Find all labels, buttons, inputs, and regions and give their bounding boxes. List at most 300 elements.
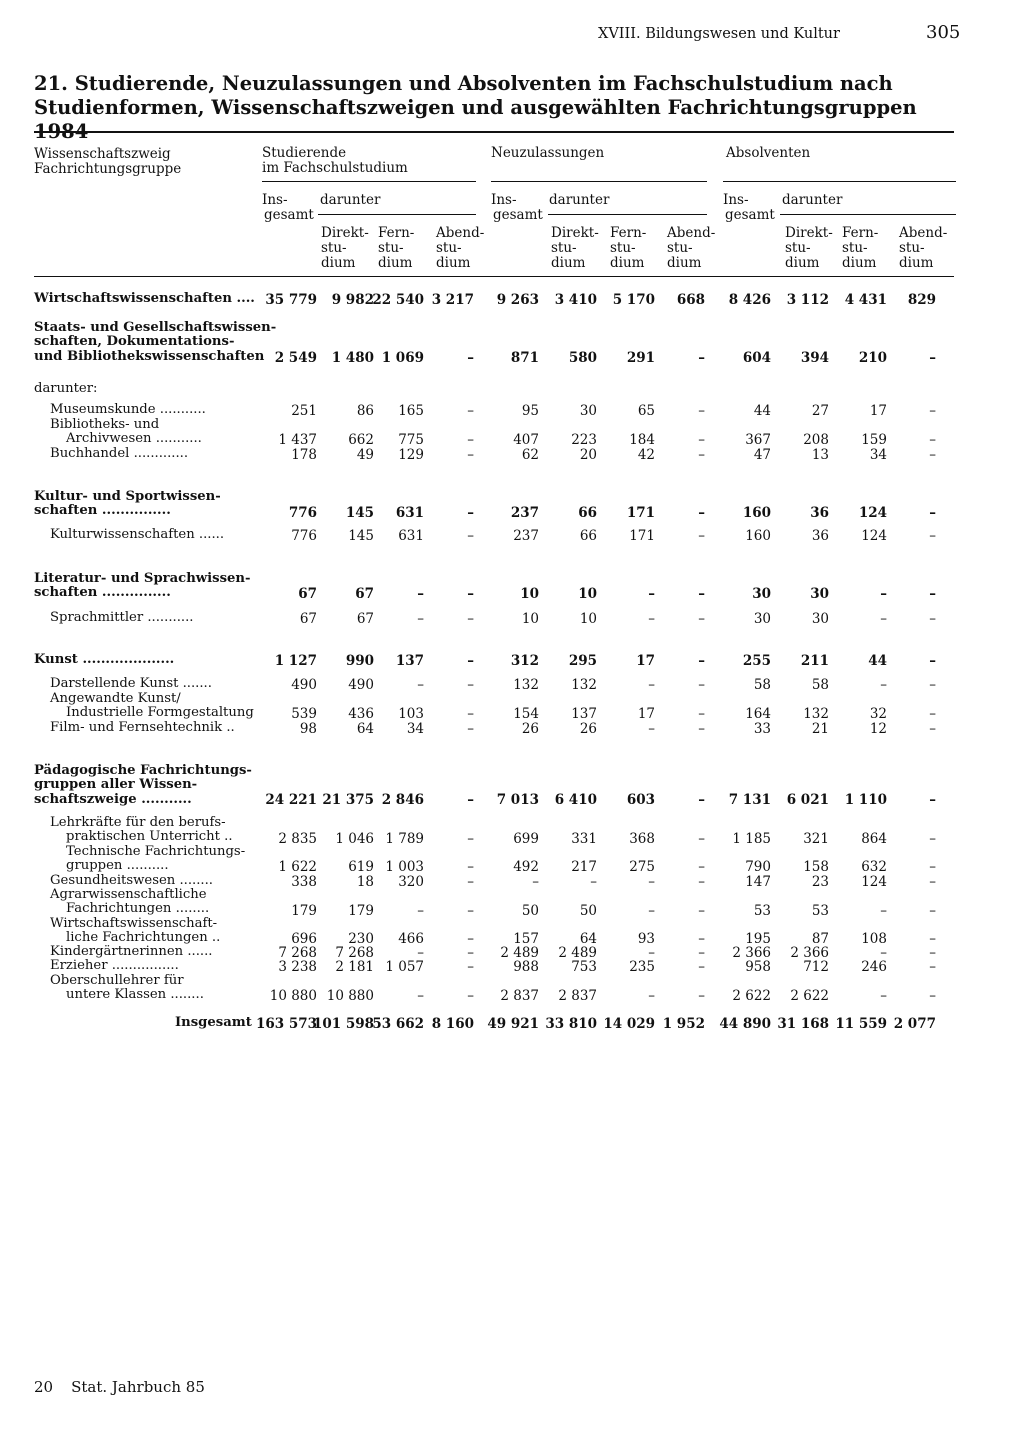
table-cell: 53 (811, 903, 829, 919)
table-cell: 235 (629, 959, 655, 975)
table-cell: – (467, 586, 474, 602)
group-header: im Fachschulstudium (262, 160, 408, 176)
table-cell: 1 437 (278, 432, 317, 448)
row-label: Industrielle Formgestaltung (66, 705, 254, 721)
total-label: Insgesamt (175, 1015, 252, 1030)
table-cell: 10 (520, 586, 539, 602)
table-cell: 17 (869, 403, 887, 419)
subcolumn-header: Abend- (667, 225, 716, 241)
table-cell: – (417, 677, 424, 693)
table-cell: – (467, 447, 474, 463)
table-cell: – (698, 432, 705, 448)
table-cell: 132 (513, 677, 539, 693)
table-cell: 108 (861, 931, 887, 947)
table-cell: 2 366 (790, 945, 829, 961)
table-cell: 98 (299, 721, 317, 737)
darunter-header: darunter (782, 192, 843, 208)
subcolumn-header: Fern- (610, 225, 647, 241)
table-cell: 21 375 (322, 792, 374, 808)
table-cell: 67 (356, 611, 374, 627)
table-cell: 36 (811, 528, 829, 544)
table-cell: – (929, 859, 936, 875)
table-cell: – (467, 611, 474, 627)
table-cell: – (698, 903, 705, 919)
table-cell: 6 021 (786, 792, 829, 808)
table-cell: – (648, 721, 655, 737)
table-cell: 184 (629, 432, 655, 448)
insgesamt-header: Ins- (262, 192, 288, 208)
table-cell: – (698, 988, 705, 1004)
table-cell: 58 (753, 677, 771, 693)
row-label: Bibliotheks- und (50, 417, 160, 432)
table-cell: 164 (745, 706, 771, 722)
table-cell: – (929, 653, 936, 669)
table-cell: – (880, 611, 887, 627)
footer-page: 20 (34, 1378, 54, 1396)
table-cell: 137 (571, 706, 597, 722)
darunter-header: darunter (320, 192, 381, 208)
table-cell: 246 (861, 959, 887, 975)
table-cell: – (417, 945, 424, 961)
table-cell: 34 (869, 447, 887, 463)
table-cell: 331 (571, 831, 597, 847)
subcolumn-header: dium (842, 255, 877, 271)
table-cell: 124 (858, 505, 887, 521)
insgesamt-header: gesamt (493, 207, 543, 223)
row-label: Wirtschaftswissenschaft- (50, 916, 218, 931)
table-cell: 321 (803, 831, 829, 847)
table-cell: 632 (861, 859, 887, 875)
table-cell: 93 (637, 931, 655, 947)
table-cell: 30 (753, 611, 771, 627)
table-cell: 160 (745, 528, 771, 544)
table-cell: – (532, 874, 539, 890)
subcolumn-header: Direkt- (551, 225, 599, 241)
table-cell: 696 (291, 931, 317, 947)
table-cell: 712 (803, 959, 829, 975)
table-cell: – (467, 945, 474, 961)
table-cell: 275 (629, 859, 655, 875)
table-cell: 160 (742, 505, 771, 521)
table-cell: 44 (868, 653, 887, 669)
table-cell: 291 (626, 350, 655, 366)
table-cell: – (698, 447, 705, 463)
table-cell: – (698, 792, 705, 808)
table-cell: – (698, 653, 705, 669)
table-cell: 171 (626, 505, 655, 521)
darunter-header: darunter (549, 192, 610, 208)
table-cell: 67 (299, 611, 317, 627)
table-cell: 35 779 (265, 292, 317, 308)
table-cell: 829 (907, 292, 936, 308)
table-cell: 539 (291, 706, 317, 722)
table-cell: 95 (521, 403, 539, 419)
group-header: Studierende (262, 145, 347, 161)
table-cell: 2 489 (558, 945, 597, 961)
table-cell: 1 057 (385, 959, 424, 975)
table-cell: 668 (676, 292, 705, 308)
total-cell: 31 168 (777, 1016, 829, 1032)
table-cell: 436 (348, 706, 374, 722)
table-cell: 338 (291, 874, 317, 890)
table-cell: 18 (356, 874, 374, 890)
table-cell: 1 110 (844, 792, 887, 808)
subcolumn-header: stu- (551, 240, 577, 256)
total-cell: 1 952 (662, 1016, 705, 1032)
row-label: Kultur- und Sportwissen- (34, 489, 221, 504)
subcolumn-header: dium (551, 255, 586, 271)
table-cell: 631 (398, 528, 424, 544)
table-cell: 17 (636, 653, 655, 669)
table-cell: – (648, 903, 655, 919)
table-cell: 10 880 (269, 988, 317, 1004)
table-cell: 12 (869, 721, 887, 737)
table-cell: 753 (571, 959, 597, 975)
table-cell: 33 (753, 721, 771, 737)
table-cell: 44 (753, 403, 771, 419)
insgesamt-header: Ins- (491, 192, 517, 208)
table-cell: 67 (298, 586, 317, 602)
table-cell: – (467, 505, 474, 521)
darunter-rule-3 (780, 214, 956, 215)
page-number: 305 (926, 22, 961, 43)
table-cell: – (467, 528, 474, 544)
table-cell: 631 (395, 505, 424, 521)
title-rule (34, 131, 954, 133)
table-cell: 1 127 (274, 653, 317, 669)
table-cell: 26 (579, 721, 597, 737)
table-cell: 211 (800, 653, 829, 669)
table-cell: 157 (513, 931, 539, 947)
table-cell: 776 (291, 528, 317, 544)
subcolumn-header: stu- (899, 240, 925, 256)
table-cell: 50 (521, 903, 539, 919)
table-cell: 137 (395, 653, 424, 669)
table-cell: – (417, 903, 424, 919)
table-cell: 145 (348, 528, 374, 544)
table-cell: – (880, 586, 887, 602)
total-cell: 11 559 (835, 1016, 887, 1032)
table-cell: 2 549 (274, 350, 317, 366)
table-cell: 129 (398, 447, 424, 463)
row-label: schaften, Dokumentations- (34, 334, 235, 350)
table-cell: 1 069 (381, 350, 424, 366)
row-label: Staats- und Gesellschaftswissen- (34, 320, 277, 335)
table-cell: 49 (356, 447, 374, 463)
table-cell: 62 (521, 447, 539, 463)
total-cell: 53 662 (372, 1016, 424, 1032)
subcolumn-header: Fern- (842, 225, 879, 241)
table-cell: – (929, 831, 936, 847)
insgesamt-header: Ins- (723, 192, 749, 208)
table-cell: 7 268 (335, 945, 374, 961)
table-cell: – (698, 586, 705, 602)
table-cell: 86 (356, 403, 374, 419)
table-cell: 1 003 (385, 859, 424, 875)
footer (34, 1378, 205, 1396)
table-cell: 210 (858, 350, 887, 366)
stub-header: Wissenschaftszweig (34, 146, 171, 162)
table-cell: 775 (398, 432, 424, 448)
table-cell: – (698, 677, 705, 693)
table-cell: – (467, 988, 474, 1004)
table-cell: – (467, 959, 474, 975)
row-label: Pädagogische Fachrichtungs- (34, 763, 252, 778)
table-cell: 988 (513, 959, 539, 975)
total-cell: 163 573 (255, 1016, 317, 1032)
table-cell: 7 131 (728, 792, 771, 808)
subcolumn-header: Direkt- (785, 225, 833, 241)
table-cell: – (590, 874, 597, 890)
row-label: Film- und Fernsehtechnik .. (50, 720, 235, 735)
table-cell: 179 (348, 903, 374, 919)
table-cell: 6 410 (554, 792, 597, 808)
row-label: Literatur- und Sprachwissen- (34, 571, 251, 586)
table-cell: 145 (345, 505, 374, 521)
row-label: Lehrkräfte für den berufs- (50, 815, 226, 830)
table-cell: 1 789 (385, 831, 424, 847)
table-cell: 103 (398, 706, 424, 722)
table-cell: – (648, 988, 655, 1004)
subcolumn-header: dium (667, 255, 702, 271)
table-cell: 42 (637, 447, 655, 463)
row-label: schaften ............... (34, 503, 171, 519)
table-cell: – (648, 586, 655, 602)
table-cell: 217 (571, 859, 597, 875)
table-cell: – (467, 903, 474, 919)
table-cell: 64 (356, 721, 374, 737)
table-cell: 223 (571, 432, 597, 448)
table-cell: 2 181 (335, 959, 374, 975)
table-cell: – (929, 931, 936, 947)
table-cell: 179 (291, 903, 317, 919)
table-cell: 17 (637, 706, 655, 722)
subcolumn-header: Direkt- (321, 225, 369, 241)
table-cell: 776 (288, 505, 317, 521)
total-cell: 49 921 (487, 1016, 539, 1032)
table-cell: – (467, 653, 474, 669)
table-cell: – (467, 350, 474, 366)
subcolumn-header: dium (378, 255, 413, 271)
table-cell: – (929, 505, 936, 521)
table-cell: 368 (629, 831, 655, 847)
row-label: Oberschullehrer für (50, 973, 184, 988)
table-cell: 8 426 (728, 292, 771, 308)
total-cell: 101 598 (312, 1016, 374, 1032)
table-cell: 58 (811, 677, 829, 693)
table-cell: 490 (348, 677, 374, 693)
table-cell: 30 (752, 586, 771, 602)
row-label: darunter: (34, 381, 98, 396)
running-head: XVIII. Bildungswesen und Kultur (598, 26, 840, 42)
table-cell: 603 (626, 792, 655, 808)
table-cell: 407 (513, 432, 539, 448)
table-title: 21. Studierende, Neuzulassungen und Absolventen im Fachschulstudium nach Studienformen, Wissenschaftszweigen und ausgewählten Fachrichtungsgruppen 1984 (34, 72, 917, 143)
table-cell: 2 489 (500, 945, 539, 961)
row-label: gruppen aller Wissen- (34, 777, 198, 793)
table-cell: 30 (579, 403, 597, 419)
table-cell: 5 170 (612, 292, 655, 308)
table-cell: 619 (348, 859, 374, 875)
subcolumn-header: dium (321, 255, 356, 271)
table-cell: 147 (745, 874, 771, 890)
table-cell: – (467, 874, 474, 890)
table-cell: 958 (745, 959, 771, 975)
header-rule-studierende (262, 181, 476, 182)
table-cell: 26 (521, 721, 539, 737)
insgesamt-header: gesamt (264, 207, 314, 223)
table-cell: 2 835 (278, 831, 317, 847)
footer-source: Stat. Jahrbuch 85 (71, 1378, 205, 1396)
table-cell: 22 540 (372, 292, 424, 308)
table-cell: 662 (348, 432, 374, 448)
table-cell: – (467, 432, 474, 448)
table-cell: 230 (348, 931, 374, 947)
table-cell: – (698, 931, 705, 947)
table-cell: 10 880 (326, 988, 374, 1004)
table-cell: 178 (291, 447, 317, 463)
table-cell: 312 (510, 653, 539, 669)
table-cell: 27 (811, 403, 829, 419)
table-cell: – (698, 505, 705, 521)
table-cell: 2 622 (732, 988, 771, 1004)
darunter-rule-1 (318, 214, 476, 215)
group-header: Neuzulassungen (491, 145, 605, 161)
table-cell: 10 (578, 586, 597, 602)
table-cell: 1 185 (732, 831, 771, 847)
table-cell: – (880, 677, 887, 693)
table-cell: – (698, 874, 705, 890)
subcolumn-header: Abend- (436, 225, 485, 241)
table-cell: – (929, 988, 936, 1004)
table-cell: 790 (745, 859, 771, 875)
row-label: Sprachmittler ........... (50, 610, 194, 625)
table-cell: 21 (811, 721, 829, 737)
table-cell: – (929, 677, 936, 693)
table-cell: – (929, 611, 936, 627)
table-cell: 24 221 (265, 792, 317, 808)
subcolumn-header: stu- (378, 240, 404, 256)
table-cell: 30 (810, 586, 829, 602)
table-cell: 492 (513, 859, 539, 875)
table-cell: – (929, 432, 936, 448)
row-label: Buchhandel ............. (50, 446, 189, 461)
total-cell: 33 810 (545, 1016, 597, 1032)
table-cell: 580 (568, 350, 597, 366)
darunter-rule-2 (548, 214, 707, 215)
table-cell: 10 (521, 611, 539, 627)
table-cell: 3 238 (278, 959, 317, 975)
table-cell: 255 (742, 653, 771, 669)
header-bottom-rule (34, 276, 954, 277)
table-cell: 3 112 (786, 292, 829, 308)
insgesamt-header: gesamt (725, 207, 775, 223)
table-cell: 9 982 (331, 292, 374, 308)
table-cell: 251 (291, 403, 317, 419)
table-cell: 36 (810, 505, 829, 521)
table-cell: 132 (571, 677, 597, 693)
table-cell: – (929, 586, 936, 602)
table-cell: – (648, 677, 655, 693)
row-label: Kunst .................... (34, 652, 175, 667)
table-cell: – (929, 792, 936, 808)
table-cell: 9 263 (496, 292, 539, 308)
table-cell: 67 (355, 586, 374, 602)
table-cell: – (880, 945, 887, 961)
subcolumn-header: dium (436, 255, 471, 271)
table-cell: 3 217 (431, 292, 474, 308)
subcolumn-header: dium (899, 255, 934, 271)
row-label: Wirtschaftswissenschaften .... (34, 291, 255, 306)
table-cell: – (698, 528, 705, 544)
row-label: Kindergärtnerinnen ...... (50, 944, 213, 959)
table-cell: 23 (811, 874, 829, 890)
table-cell: – (880, 903, 887, 919)
table-cell: 208 (803, 432, 829, 448)
table-cell: – (417, 586, 424, 602)
table-cell: – (929, 706, 936, 722)
table-cell: – (698, 403, 705, 419)
table-cell: – (929, 945, 936, 961)
table-cell: 2 837 (558, 988, 597, 1004)
table-cell: – (467, 721, 474, 737)
stub-header: Fachrichtungsgruppe (34, 161, 182, 177)
row-label: Gesundheitswesen ........ (50, 873, 214, 888)
row-label: Erzieher ................ (50, 958, 179, 973)
table-cell: 394 (800, 350, 829, 366)
table-cell: 871 (510, 350, 539, 366)
table-cell: – (467, 677, 474, 693)
table-cell: – (648, 874, 655, 890)
table-cell: 2 366 (732, 945, 771, 961)
table-cell: – (698, 706, 705, 722)
table-cell: 237 (510, 505, 539, 521)
table-cell: 1 622 (278, 859, 317, 875)
header-rule-absolventen (723, 181, 956, 182)
total-cell: 14 029 (603, 1016, 655, 1032)
subcolumn-header: stu- (436, 240, 462, 256)
table-cell: 165 (398, 403, 424, 419)
table-cell: 320 (398, 874, 424, 890)
row-label: Kulturwissenschaften ...... (50, 527, 225, 542)
table-cell: 50 (579, 903, 597, 919)
row-label: Angewandte Kunst/ (50, 691, 181, 706)
subcolumn-header: stu- (610, 240, 636, 256)
table-cell: – (698, 959, 705, 975)
row-label: Technische Fachrichtungs- (66, 843, 246, 859)
table-cell: 34 (406, 721, 424, 737)
table-cell: – (467, 403, 474, 419)
row-label: schaften ............... (34, 585, 171, 601)
table-cell: 20 (579, 447, 597, 463)
table-cell: 10 (579, 611, 597, 627)
table-cell: 237 (513, 528, 539, 544)
table-cell: – (648, 945, 655, 961)
table-cell: – (929, 959, 936, 975)
table-cell: – (467, 931, 474, 947)
row-label: und Bibliothekswissenschaften (34, 348, 265, 364)
subcolumn-header: stu- (321, 240, 347, 256)
table-cell: – (698, 721, 705, 737)
table-cell: – (929, 721, 936, 737)
row-label: schaftszweige ........... (34, 791, 192, 807)
table-cell: 66 (579, 528, 597, 544)
row-label: Fachrichtungen ........ (66, 901, 210, 917)
subcolumn-header: stu- (842, 240, 868, 256)
table-cell: – (929, 447, 936, 463)
table-cell: – (648, 611, 655, 627)
table-cell: 864 (861, 831, 887, 847)
